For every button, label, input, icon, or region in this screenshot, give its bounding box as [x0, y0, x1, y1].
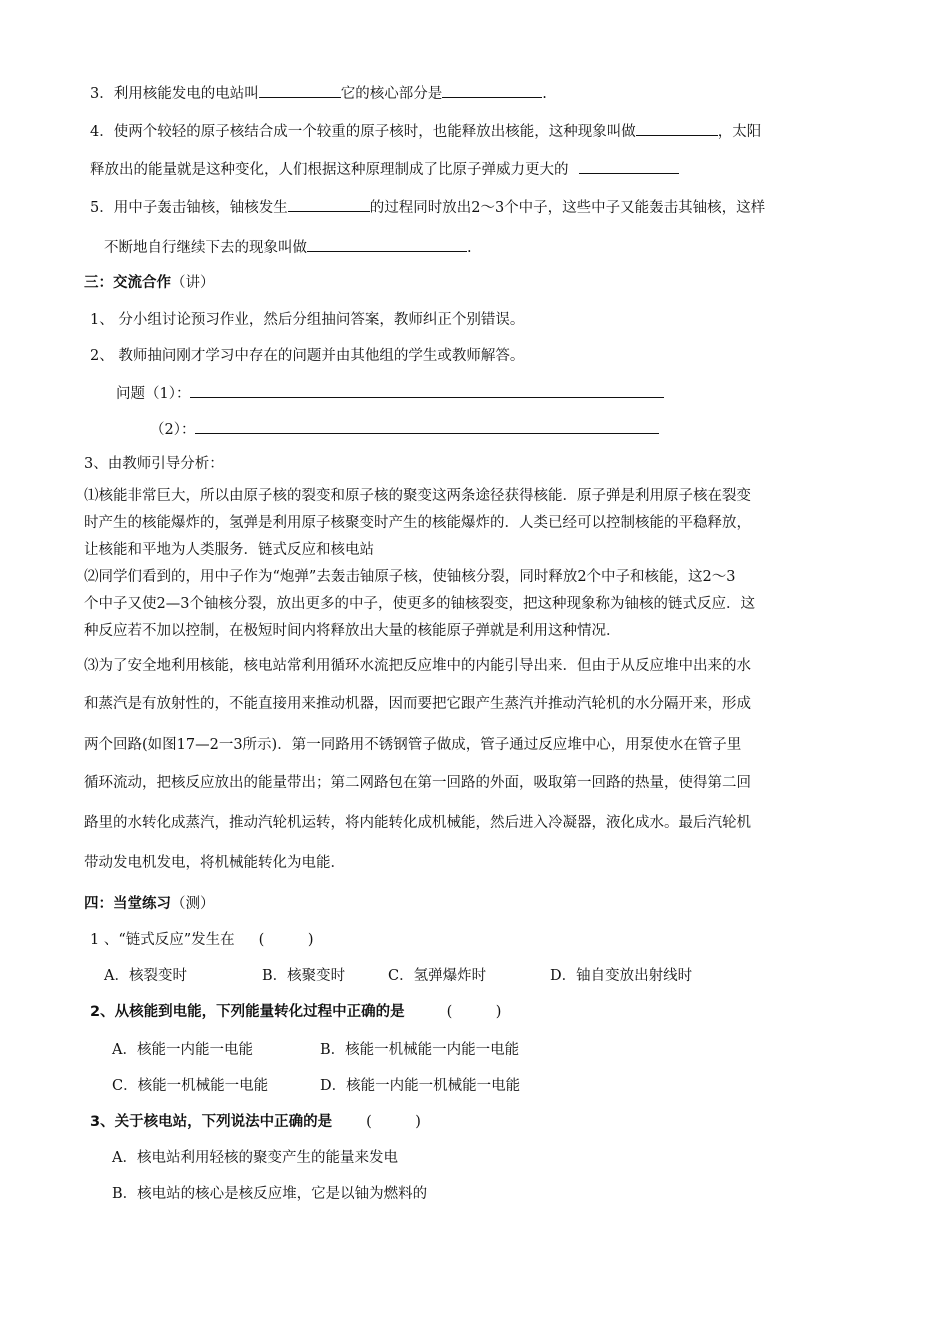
question-2-row: （2）：: [150, 418, 659, 440]
section-3-item-1: 1、 分小组讨论预习作业，然后分组抽问答案，教师纠正个别错误。: [90, 312, 525, 328]
fill-question-5-line1: 5．用中子轰击铀核，铀核发生 的过程同时放出2～3个中子，这些中子又能轰击其铀核，这样: [90, 196, 765, 218]
answer-blank[interactable]: [579, 158, 679, 174]
answer-blank[interactable]: [288, 196, 370, 212]
paragraph-3-line-1: ⑶为了安全地利用核能，核电站常利用循环水流把反应堆中的内能引导出来．但由于从反应堆中出来的水: [84, 658, 751, 674]
exercise-2-option-b[interactable]: B．核能一机械能一内能一电能: [320, 1042, 520, 1058]
answer-paren[interactable]: ( ): [258, 932, 314, 948]
answer-blank[interactable]: [636, 120, 718, 136]
fill-question-4-line1: 4．使两个较轻的原子核结合成一个较重的原子核时，也能释放出核能，这种现象叫做 ，太阳: [90, 120, 761, 142]
exercise-3-option-a[interactable]: A．核电站利用轻核的聚变产生的能量来发电: [112, 1150, 398, 1166]
section-3-item-2: 2、 教师抽问刚才学习中存在的问题并由其他组的学生或教师解答。: [90, 348, 525, 364]
exercise-2-option-d[interactable]: D．核能一内能一机械能一电能: [320, 1078, 521, 1094]
paragraph-3-line-4: 循环流动，把核反应放出的能量带出；第二网路包在第一回路的外面，吸取第一回路的热量，使得第二回: [84, 775, 751, 791]
exercise-3-option-b[interactable]: B．核电站的核心是核反应堆，它是以铀为燃料的: [112, 1186, 428, 1202]
answer-blank[interactable]: [259, 82, 341, 98]
answer-paren[interactable]: ( ): [366, 1114, 421, 1130]
question-2-blank[interactable]: [195, 418, 659, 434]
exercise-1-option-c[interactable]: C．氢弹爆炸时: [388, 968, 487, 984]
paragraph-3-line-6: 带动发电机发电，将机械能转化为电能．: [84, 855, 345, 871]
question-1-row: 问题（1）：: [116, 382, 664, 404]
paragraph-3-line-2: 和蒸汽是有放射性的，不能直接用来推动机器，因而要把它跟产生蒸汽并推动汽轮机的水分隔开来，形成: [84, 696, 751, 712]
answer-paren[interactable]: ( ): [446, 1004, 502, 1020]
exercise-2-option-a[interactable]: A．核能一内能一电能: [112, 1042, 253, 1058]
exercise-2-stem: 2、从核能到电能，下列能量转化过程中正确的是 ( ): [90, 1004, 502, 1020]
paragraph-2-line-3: 种反应若不加以控制，在极短时间内将释放出大量的核能原子弹就是利用这种情况．: [84, 623, 621, 639]
paragraph-1-line-3: 让核能和平地为人类服务．链式反应和核电站: [84, 542, 374, 558]
paragraph-3-line-5: 路里的水转化成蒸汽，推动汽轮机运转，将内能转化成机械能，然后进入冷凝器，液化成水。最后汽轮机: [84, 815, 751, 831]
section-4-heading: 四：当堂练习（测）: [84, 896, 215, 912]
paragraph-1-line-1: ⑴核能非常巨大，所以由原子核的裂变和原子核的聚变这两条途径获得核能．原子弹是利用原子核在裂变: [84, 488, 751, 504]
paragraph-2-line-1: ⑵同学们看到的，用中子作为“炮弹”去轰击铀原子核，使铀核分裂，同时释放2个中子和核能，这2～3: [84, 569, 736, 585]
fill-question-5-line2: 不断地自行继续下去的现象叫做 .: [104, 236, 472, 258]
exercise-1-stem: 1 、“链式反应”发生在 ( ): [90, 932, 314, 948]
exercise-3-stem: 3、关于核电站，下列说法中正确的是 ( ): [90, 1114, 421, 1130]
paragraph-1-line-2: 时产生的核能爆炸的，氢弹是利用原子核聚变时产生的核能爆炸的．人类已经可以控制核能的平稳释放，: [84, 515, 751, 531]
paragraph-2-line-2: 个中子又使2—3个铀核分裂，放出更多的中子，使更多的铀核裂变，把这种现象称为铀核的链式反应．这: [84, 596, 755, 612]
paragraph-3-line-3: 两个回路(如图17—2一3所示)．第一同路用不锈钢管子做成，管子通过反应堆中心，用泵使水在管子里: [84, 737, 742, 753]
exercise-2-option-c[interactable]: C．核能一机械能一电能: [112, 1078, 269, 1094]
fill-question-4-line2: 释放出的能量就是这种变化，人们根据这种原理制成了比原子弹威力更大的: [90, 158, 679, 180]
exercise-1-option-d[interactable]: D．铀自变放出射线时: [550, 968, 693, 984]
fill-question-3: 3．利用核能发电的电站叫 它的核心部分是 .: [90, 82, 547, 104]
exercise-1-option-a[interactable]: A．核裂变时: [104, 968, 187, 984]
section-3-item-3: 3、由教师引导分析：: [84, 456, 224, 472]
answer-blank[interactable]: [307, 236, 467, 252]
exercise-1-option-b[interactable]: B．核聚变时: [262, 968, 346, 984]
answer-blank[interactable]: [442, 82, 542, 98]
question-1-blank[interactable]: [190, 382, 664, 398]
section-3-heading: 三：交流合作（讲）: [84, 275, 215, 291]
